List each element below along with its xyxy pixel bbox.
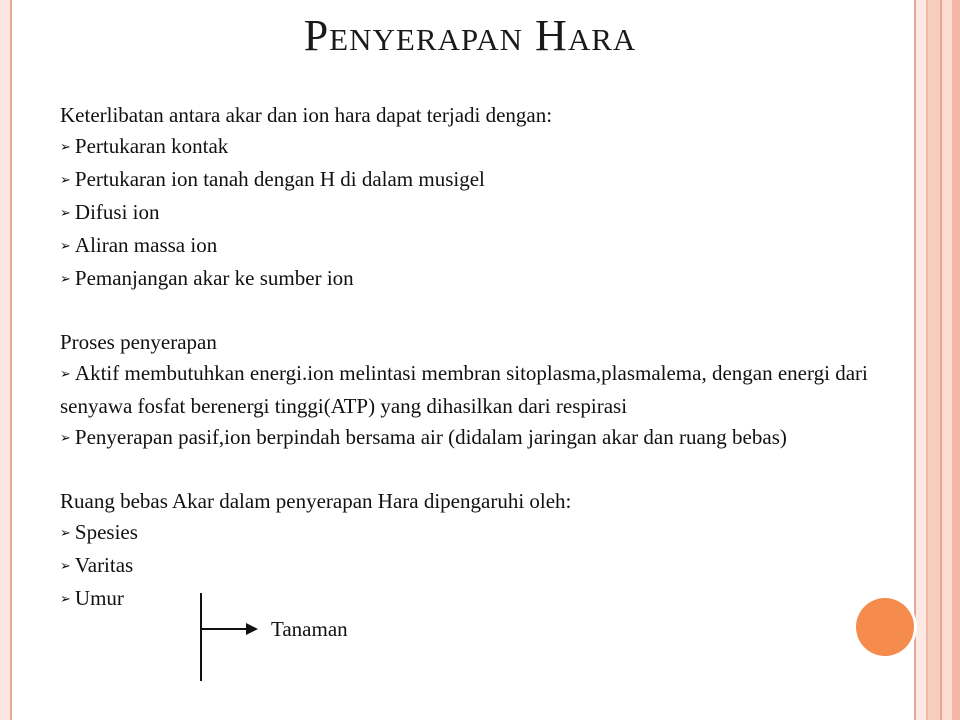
list-item: ➢ Difusi ion xyxy=(60,200,160,224)
slide-title: Penyerapan Hara xyxy=(303,11,637,60)
list-item: ➢ Umur xyxy=(60,586,124,610)
slide-body xyxy=(60,100,910,616)
arrow-bullet-icon: ➢ xyxy=(60,558,71,573)
arrow-bullet-icon: ➢ xyxy=(60,172,71,187)
arrow-right-icon xyxy=(246,623,258,635)
bracket-line xyxy=(200,593,202,681)
list-item: ➢ Penyerapan pasif,ion berpindah bersama air (didalam jaringan akar dan ruang bebas) xyxy=(60,425,787,449)
left-border xyxy=(0,0,12,720)
arrow-bullet-icon: ➢ xyxy=(60,430,71,445)
arrow-shaft xyxy=(202,628,248,630)
arrow-bullet-icon: ➢ xyxy=(60,139,71,154)
list-item: ➢ Pertukaran ion tanah dengan H di dalam musigel xyxy=(60,167,485,191)
list-item: ➢ Aliran massa ion xyxy=(60,233,218,257)
section-heading: Proses penyerapan xyxy=(60,330,217,354)
list-item: ➢ Spesies xyxy=(60,520,138,544)
arrow-bullet-icon: ➢ xyxy=(60,271,71,286)
arrow-bullet-icon: ➢ xyxy=(60,591,71,606)
arrow-bullet-icon: ➢ xyxy=(60,205,71,220)
right-decorative-stripes xyxy=(914,0,960,720)
arrow-bullet-icon: ➢ xyxy=(60,238,71,253)
list-item: ➢ Varitas xyxy=(60,553,134,577)
list-item: ➢ Aktif membutuhkan energi.ion melintasi membran sitoplasma,plasmalema, dengan energi dari senyawa fosfat berenergi tinggi(ATP) yang dihasilkan dari respirasi xyxy=(60,361,868,418)
section-heading: Ruang bebas Akar dalam penyerapan Hara dipengaruhi oleh: xyxy=(60,489,572,513)
list-item: ➢ Pemanjangan akar ke sumber ion xyxy=(60,266,354,290)
arrow-bullet-icon: ➢ xyxy=(60,525,71,540)
intro-text: Keterlibatan antara akar dan ion hara dapat terjadi dengan: xyxy=(60,103,553,127)
list-item: ➢ Pertukaran kontak xyxy=(60,134,229,158)
arrow-bullet-icon: ➢ xyxy=(60,366,71,381)
arrow-target-label: Tanaman xyxy=(271,617,348,641)
